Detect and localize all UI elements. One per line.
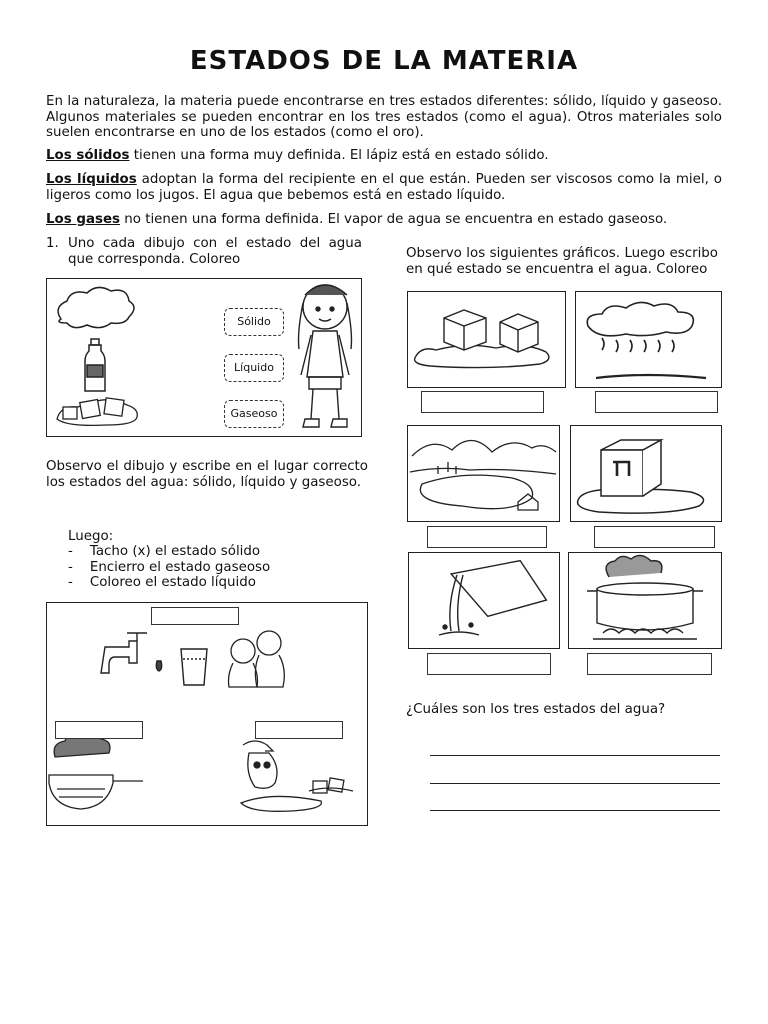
luego-item-3: Coloreo el estado líquido [89,575,256,590]
graphic-boiling-frame [568,552,722,649]
solidos-paragraph [46,148,722,164]
exercise-1-frame [46,278,362,437]
liquidos-term: Los líquidos [46,172,137,187]
lake-landscape-icon [408,426,559,521]
liquidos-text: adoptan la forma del recipiente en el que están. Pueden ser viscosos como la miel, o ligeros como los jugos. El agua que bebemos está en estado líquido. [46,172,722,203]
luego-list [68,544,270,591]
luego-item-2: Encierro el estado gaseoso [89,559,271,575]
answer-line-2[interactable] [430,783,720,784]
boiling-pot-icon [49,731,143,809]
ice-cubes-icon [408,292,565,387]
answer-box-left[interactable] [55,721,143,739]
answer-box-graphic-2[interactable] [595,391,718,413]
boiling-pot-icon [569,553,721,648]
solidos-text: tienen una forma muy definida. El lápiz está en estado sólido. [129,148,549,163]
melting-ice-cube-icon [571,426,721,521]
liquidos-paragraph [46,172,722,203]
luego-heading: Luego: [68,529,114,544]
list-item: - Tacho (x) el estado sólido [68,544,261,559]
option-gaseoso[interactable]: Gaseoso [224,400,284,428]
melting-ice-character-illustration [241,741,353,811]
graphic-pouring-frame [408,552,560,649]
option-solido[interactable]: Sólido [224,308,284,336]
graphic-lake-frame [407,425,560,522]
pouring-water-icon [409,553,559,648]
bottle-icon [85,339,105,391]
gases-term: Los gases [46,212,121,227]
exercise-1-drawings [47,279,361,436]
list-item: - Coloreo el estado líquido [68,575,256,590]
graphic-evaporation-frame [575,291,722,388]
gases-paragraph [46,212,722,228]
answer-box-graphic-5[interactable] [427,653,551,675]
question-text: ¿Cuáles son los tres estados del agua? [406,702,666,717]
list-item: - Encierro el estado gaseoso [68,559,271,575]
answer-box-top[interactable] [151,607,239,625]
cloud-icon [58,287,134,327]
glass-icon [181,649,207,685]
girl-illustration [299,285,352,427]
answer-box-graphic-6[interactable] [587,653,712,675]
answer-box-graphic-3[interactable] [427,526,547,548]
answer-line-3[interactable] [430,810,720,811]
intro-paragraph: En la naturaleza, la materia puede encontrarse en tres estados diferentes: sólido, líquido y gaseoso. Algunos materiales se pueden encontrar en los tres estados (como el agua). Otros materiales solo suelen encontrarse en uno de los estados (como el oro). [46,94,722,140]
faucet-icon [101,633,162,673]
exercise-2-frame [46,602,368,826]
solidos-term: Los sólidos [46,148,130,163]
answer-line-1[interactable] [430,755,720,756]
answer-box-right[interactable] [255,721,343,739]
exercise-1-number: 1. [46,236,59,251]
ice-cubes-icon [57,398,137,426]
page-title: ESTADOS DE LA MATERIA [189,46,579,76]
steam-cloud-icon [576,292,721,387]
exercise-1-instruction: Uno cada dibujo con el estado del agua que corresponda. Coloreo [68,236,362,267]
luego-item-1: Tacho (x) el estado sólido [89,544,261,559]
graphic-melting-ice-frame [570,425,722,522]
option-liquido[interactable]: Líquido [224,354,284,382]
gases-text: no tienen una forma definida. El vapor de agua se encuentra en estado gaseoso. [120,212,668,227]
exercise-2-drawings [47,603,367,825]
exercise-2-instruction: Observo el dibujo y escribe en el lugar correcto los estados del agua: sólido, líquido y gaseoso. [46,459,368,490]
right-instruction: Observo los siguientes gráficos. Luego escribo en qué estado se encuentra el agua. Coloreo [406,246,718,277]
answer-box-graphic-4[interactable] [594,526,715,548]
graphic-ice-cubes-frame [407,291,566,388]
children-drinking-illustration [229,631,285,687]
answer-box-graphic-1[interactable] [421,391,544,413]
